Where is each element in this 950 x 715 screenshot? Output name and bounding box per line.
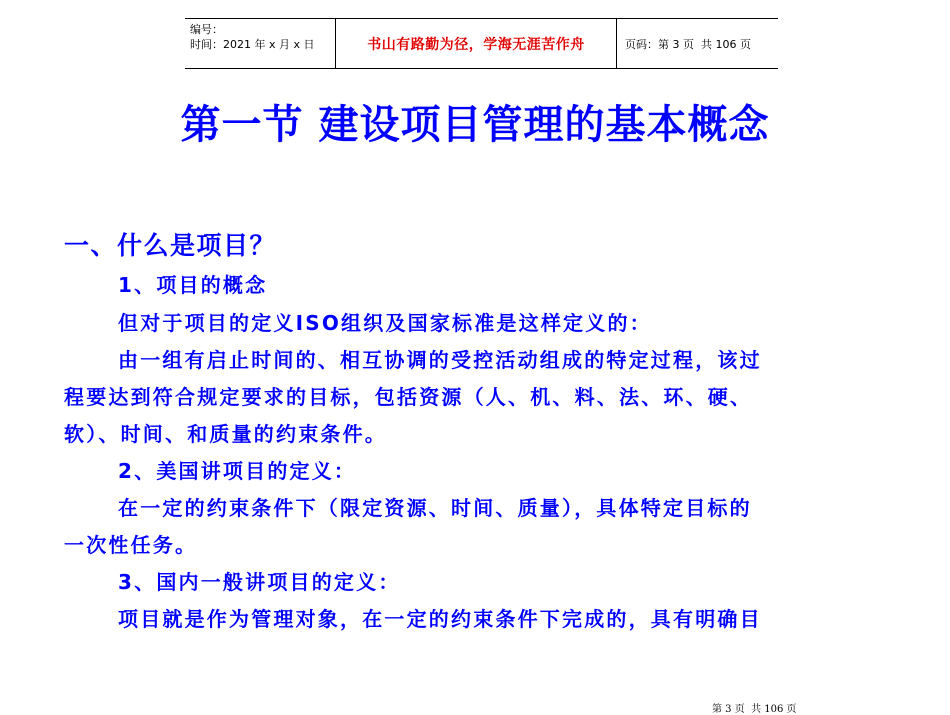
header-motto: 书山有路勤为径，学海无涯苦作舟 [336,19,617,68]
header-page-text: 页码：第 3 页 共 106 页 [625,37,751,51]
paragraph-line: 但对于项目的定义ISO组织及国家标准是这样定义的： [118,311,652,335]
paragraph-line: 软）、时间、和质量的约束条件。 [64,422,387,446]
paragraph-line: 在一定的约束条件下（限定资源、时间、质量），具体特定目标的 [118,496,752,520]
page-header [185,18,778,69]
paragraph-line: 由一组有启止时间的、相互协调的受控活动组成的特定过程，该过 [118,348,762,372]
paragraph-line: 一次性任务。 [64,533,198,557]
subheading-us-definition: 2、美国讲项目的定义： [118,459,357,483]
header-number-label: 编号： [190,23,223,36]
subheading-concept: 1、项目的概念 [118,273,268,297]
paragraph-line: 程要达到符合规定要求的目标，包括资源（人、机、料、法、环、硬、 [64,385,753,409]
header-meta [185,19,336,68]
paragraph-line: 项目就是作为管理对象，在一定的约束条件下完成的，具有明确目 [118,607,762,631]
subheading-domestic-definition: 3、国内一般讲项目的定义： [118,570,401,594]
page-title: 第一节 建设项目管理的基本概念 [180,102,770,148]
page-footer: 第 3 页 共 106 页 [712,704,797,715]
header-page-info [617,19,778,68]
header-date: 时间：2021 年 x 月 x 日 [190,38,315,51]
section-heading: 一、什么是项目？ [64,231,277,260]
